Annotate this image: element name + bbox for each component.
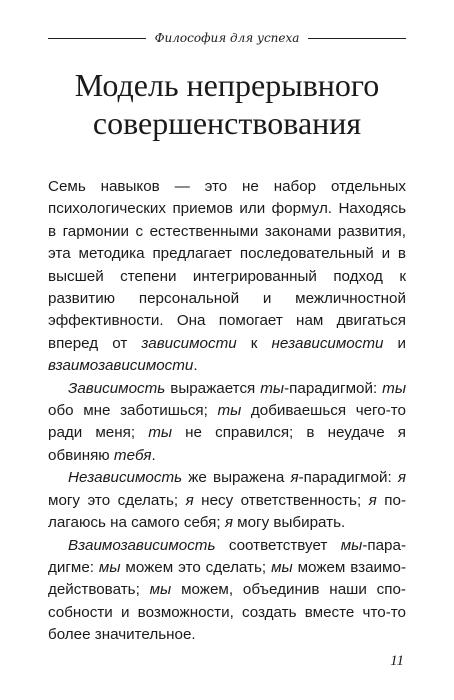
text-run: . bbox=[193, 357, 198, 375]
emphasis-text: Независимость bbox=[68, 469, 183, 487]
text-run: соответствует bbox=[215, 536, 341, 554]
text-run: несу ответственность; bbox=[193, 491, 369, 509]
running-head-title: Философия для успеха bbox=[154, 31, 300, 45]
text-run: могу это сделать; bbox=[48, 491, 186, 509]
text-run: же выражена bbox=[182, 469, 291, 487]
page-number: 11 bbox=[390, 653, 404, 669]
emphasis-text: Зависимость bbox=[68, 379, 166, 397]
emphasis-text: тебя bbox=[113, 446, 152, 464]
text-run: к bbox=[236, 334, 272, 352]
emphasis-text: я bbox=[224, 514, 233, 532]
text-run: полагаюсь на самого себя; bbox=[48, 491, 407, 532]
emphasis-text: мы bbox=[340, 536, 363, 554]
emphasis-text: независимости bbox=[271, 334, 384, 352]
text-run: добиваешься чего-то ради меня; bbox=[48, 402, 406, 442]
running-head-right-rule bbox=[308, 38, 406, 39]
paragraph-3 bbox=[48, 467, 406, 534]
text-run: можем взаимодействовать; bbox=[48, 558, 406, 599]
text-run: обо мне заботишься; bbox=[48, 402, 218, 420]
running-head bbox=[48, 31, 406, 45]
text-run: можем, объединив наши способности и возможности, создать вместе что-то более значительное. bbox=[48, 581, 406, 644]
chapter-title bbox=[30, 66, 424, 142]
emphasis-text: я bbox=[368, 491, 377, 509]
text-run: -парадигмой: bbox=[298, 469, 398, 487]
text-run: -парадигме: bbox=[48, 536, 406, 576]
body-text bbox=[48, 176, 406, 647]
emphasis-text: Взаимозависимость bbox=[68, 536, 216, 554]
paragraph-2 bbox=[48, 378, 406, 468]
paragraph-4 bbox=[48, 535, 406, 647]
text-run: выражается bbox=[165, 379, 261, 397]
emphasis-text: мы bbox=[149, 581, 172, 599]
text-run: не справился; в неудаче я обвиняю bbox=[48, 424, 406, 464]
text-run: -парадигмой: bbox=[284, 379, 383, 397]
paragraph-1 bbox=[48, 176, 406, 378]
emphasis-text: я bbox=[185, 491, 194, 509]
text-run: Семь навыков — это не набор отдельных психологических приемов или формул. Находясь в гармонии с естественными законами развития, эта методика предлагает последовательный и в высшей степени интегрированный подход к развитию персональной и межличностной эффективности. Она помогает нам двигаться вперед от bbox=[48, 178, 406, 352]
chapter-title-line-1: Модель непрерывного bbox=[74, 67, 380, 103]
emphasis-text: ты bbox=[382, 379, 406, 397]
emphasis-text: ты bbox=[148, 424, 173, 442]
emphasis-text: я bbox=[397, 469, 406, 487]
emphasis-text: ты bbox=[260, 379, 285, 397]
emphasis-text: мы bbox=[271, 558, 293, 576]
chapter-title-line-2: совершенствования bbox=[92, 105, 362, 141]
text-run: могу выбирать. bbox=[232, 514, 346, 532]
emphasis-text: мы bbox=[98, 558, 121, 576]
running-head-left-rule bbox=[48, 38, 146, 39]
emphasis-text: взаимозависимости bbox=[48, 357, 194, 375]
text-run: . bbox=[151, 446, 156, 464]
text-run: и bbox=[383, 334, 406, 352]
emphasis-text: зависимости bbox=[141, 334, 237, 352]
emphasis-text: ты bbox=[217, 402, 242, 420]
text-run: можем это сделать; bbox=[120, 558, 272, 576]
emphasis-text: я bbox=[290, 469, 299, 487]
